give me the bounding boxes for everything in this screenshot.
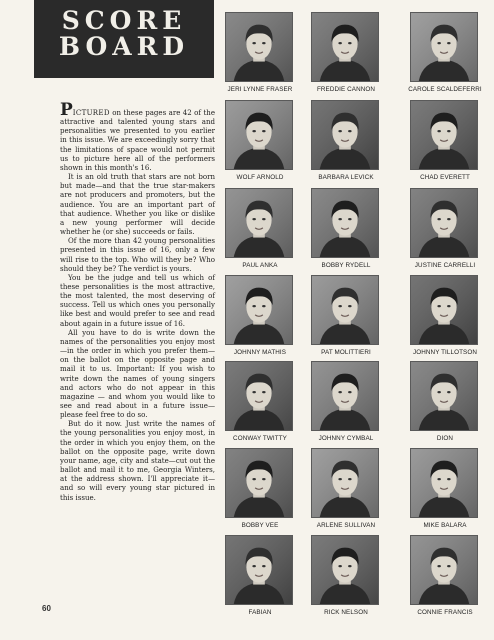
article-paragraph: You be the judge and tell us which of these personalities is the most attractive, the most talented, the most deserving of success. Tell us which ones you personally like best and would prefer to see and read about again in a future issue of 16.: [60, 272, 215, 328]
portrait-photo: [311, 100, 379, 170]
portrait-name: WOLF ARNOLD: [236, 174, 284, 181]
portrait-photo: [311, 448, 379, 518]
portrait-photo: [311, 12, 379, 82]
portrait-name: JOHNNY CYMBAL: [318, 435, 374, 442]
lead-in: ICTURED: [72, 108, 110, 117]
portrait-name: DION: [436, 435, 454, 442]
portrait-name: MIKE BALARA: [423, 522, 467, 529]
portrait-photo: [225, 275, 293, 345]
portrait-name: CHAD EVERETT: [420, 174, 470, 181]
portrait-photo: [311, 361, 379, 431]
portrait-photo: [311, 188, 379, 258]
portrait-photo: [225, 100, 293, 170]
article-paragraph: Of the more than 42 young personalities presented in this issue of 16, only a few will rise to the top. Who will they be? Who should they be? The verdict is yours.: [60, 236, 215, 273]
portrait-photo: [225, 188, 293, 258]
portrait-name: JERI LYNNE FRASER: [227, 86, 293, 93]
article-paragraph: It is an old truth that stars are not born but made—and that the true star-makers are not producers and promoters, but the audience. You are an important part of that audience. Whether you like or dislike a new young performer will decide whether he (or she) succeeds or fails.: [60, 172, 215, 237]
portrait-grid: [223, 0, 494, 640]
portrait-photo: [225, 448, 293, 518]
portrait-name: PAT MOLITTIERI: [321, 349, 371, 356]
portrait-photo: [410, 188, 478, 258]
portrait-name: JUSTINE CARRELLI: [414, 262, 476, 269]
portrait-photo: [410, 448, 478, 518]
portrait-name: CONNIE FRANCIS: [417, 609, 473, 616]
page-number: 60: [42, 604, 51, 613]
article-body: [60, 100, 215, 502]
portrait-photo: [311, 535, 379, 605]
portrait-name: RICK NELSON: [324, 609, 368, 616]
portrait-name: CAROLE SCALDEFERRI: [408, 86, 482, 93]
portrait-photo: [410, 12, 478, 82]
portrait-name: BARBARA LEVICK: [318, 174, 374, 181]
portrait-photo: [410, 100, 478, 170]
portrait-name: CONWAY TWITTY: [233, 435, 287, 442]
article-paragraph: [60, 100, 215, 172]
page-title: [34, 8, 214, 60]
portrait-name: JOHNNY TILLOTSON: [413, 349, 477, 356]
portrait-photo: [225, 361, 293, 431]
portrait-photo: [225, 12, 293, 82]
portrait-photo: [410, 361, 478, 431]
drop-cap: P: [60, 100, 73, 120]
portrait-photo: [225, 535, 293, 605]
portrait-name: BOBBY RYDELL: [321, 262, 371, 269]
portrait-name: JOHNNY MATHIS: [233, 349, 287, 356]
header-block: [34, 0, 214, 78]
title-line-1: SCORE: [61, 6, 187, 35]
paragraph-text: on these pages are 42 of the attractive and talented young stars and personalities we presented to you earlier in this issue. We are exceedingly sorry that the limitations of space would not permit us to picture here all of the performers shown in this month's 16.: [60, 108, 215, 172]
portrait-photo: [311, 275, 379, 345]
portrait-name: ARLENE SULLIVAN: [316, 522, 376, 529]
portrait-name: PAUL ANKA: [242, 262, 278, 269]
portrait-name: BOBBY VEE: [241, 522, 279, 529]
portrait-photo: [410, 535, 478, 605]
article-paragraph: All you have to do is write down the names of the personalities you enjoy most—in the order in which you prefer them—on the ballot on the opposite page and mail it to us. Important: If you wish to write down the names of young singers and actors who do not appear in this magazine — and whom you would like to see and read about in a future issue—please feel free to do so.: [60, 327, 215, 420]
title-line-2: BOARD: [58, 32, 190, 61]
portrait-name: FABIAN: [248, 609, 272, 616]
article-paragraph: But do it now. Just write the names of the young personalities you enjoy most, in the order in which you enjoy them, on the ballot on the opposite page, write down your name, age, city and state—cut out the ballot and mail it to me, Georgia Winters, at the address shown. I'll appreciate it—and so will every young star pictured in this issue.: [60, 419, 215, 502]
portrait-name: FREDDIE CANNON: [316, 86, 376, 93]
portrait-photo: [410, 275, 478, 345]
